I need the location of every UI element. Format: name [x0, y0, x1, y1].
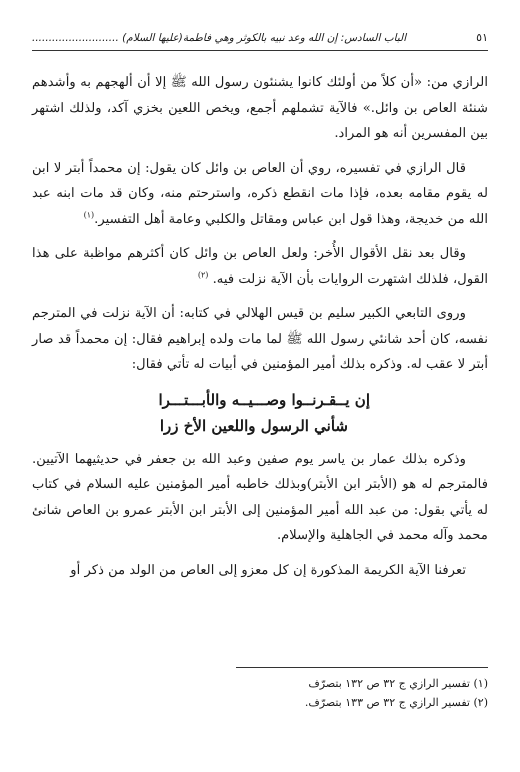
- paragraph-3: [32, 241, 488, 292]
- paragraph-2-text: قال الرازي في تفسيره، روي أن العاص بن وائل كان يقول: إن محمداً أبتر لا ابن له يقوم مقامه بعده، فإذا مات انقطع ذكره، واسترحتم منه، وكان قد مات ابنه عبد الله من خديجة، وهذا قول ابن عباس ومقاتل والكلبي وعامة أهل التفسير.: [32, 160, 488, 227]
- verse-line-2: شأني الرسول واللعين الأخ زرا: [159, 416, 348, 435]
- paragraph-5: وذكره بذلك عمار بن ياسر يوم صفين وعبد الله بن جعفر في حديثيهما الآتيين. فالمترجم له هو (الأبتر ابن الأبتر)وبذلك خاطبه أمير المؤمنين عليه السلام في كتاب له يأتي بقول: من عبد الله أمير المؤمنين إلى الأبتر ابن الأبتر عمرو بن العاص شانئ محمد وآله محمد في الجاهلية والإسلام.: [32, 451, 488, 543]
- footnote-1: (١) تفسير الرازي ج ٣٢ ص ١٣٢ بتصرّف: [308, 677, 488, 690]
- verse-line-1: إن يــقـرنــوا وصـــيــه والأبـــتـــرا: [158, 390, 370, 409]
- chapter-title: الباب السادس: إن الله وعد نبيه بالكوثر وهي فاطمة(عليها السلام) ..........................: [32, 32, 407, 44]
- paragraph-4: وروى التابعي الكبير سليم بن قيس الهلالي في كتابه: أن الآية نزلت في المترجم نفسه، كان أحد شانئي رسول الله ﷺ لما مات ولده إبراهيم فقال: إن محمداً قد صار أبتر لا عقب له. وذكره بذلك أمير المؤمنين في أبيات له تأتي فقال:: [32, 306, 488, 372]
- running-header: [32, 28, 488, 51]
- footnote-divider: [236, 667, 488, 668]
- footnote-2: (٢) تفسير الرازي ج ٣٢ ص ١٣٣ بتصرّف.: [304, 696, 488, 709]
- page-body: [32, 70, 488, 592]
- paragraph-3-text: وقال بعد نقل الأقوال الأُخر: ولعل العاص بن وائل كان أكثرهم مواظبة على هذا القول، فلذلك اشتهرت الروايات بأن الآية نزلت فيه.: [32, 246, 488, 287]
- paragraph-1: الرازي من: «أن كلاً من أولئك كانوا يشنئون رسول الله ﷺ إلا أن ألهجهم به وأشدهم شنئة العاص بن وائل.» فالآية تشملهم أجمع، ويخص اللعين بخزي آكد، ولذلك اشتهر بين المفسرين أنه هو المراد.: [32, 75, 488, 141]
- footnote-mark-1: (١): [83, 210, 95, 220]
- paragraph-2: [32, 156, 488, 233]
- paragraph-6: تعرفنا الآية الكريمة المذكورة إن كل معزو إلى العاص من الولد من ذكر أو: [70, 562, 466, 578]
- page-number: ٥١: [476, 31, 488, 44]
- footnote-mark-2: (٢): [197, 270, 209, 280]
- footnotes: [32, 674, 488, 712]
